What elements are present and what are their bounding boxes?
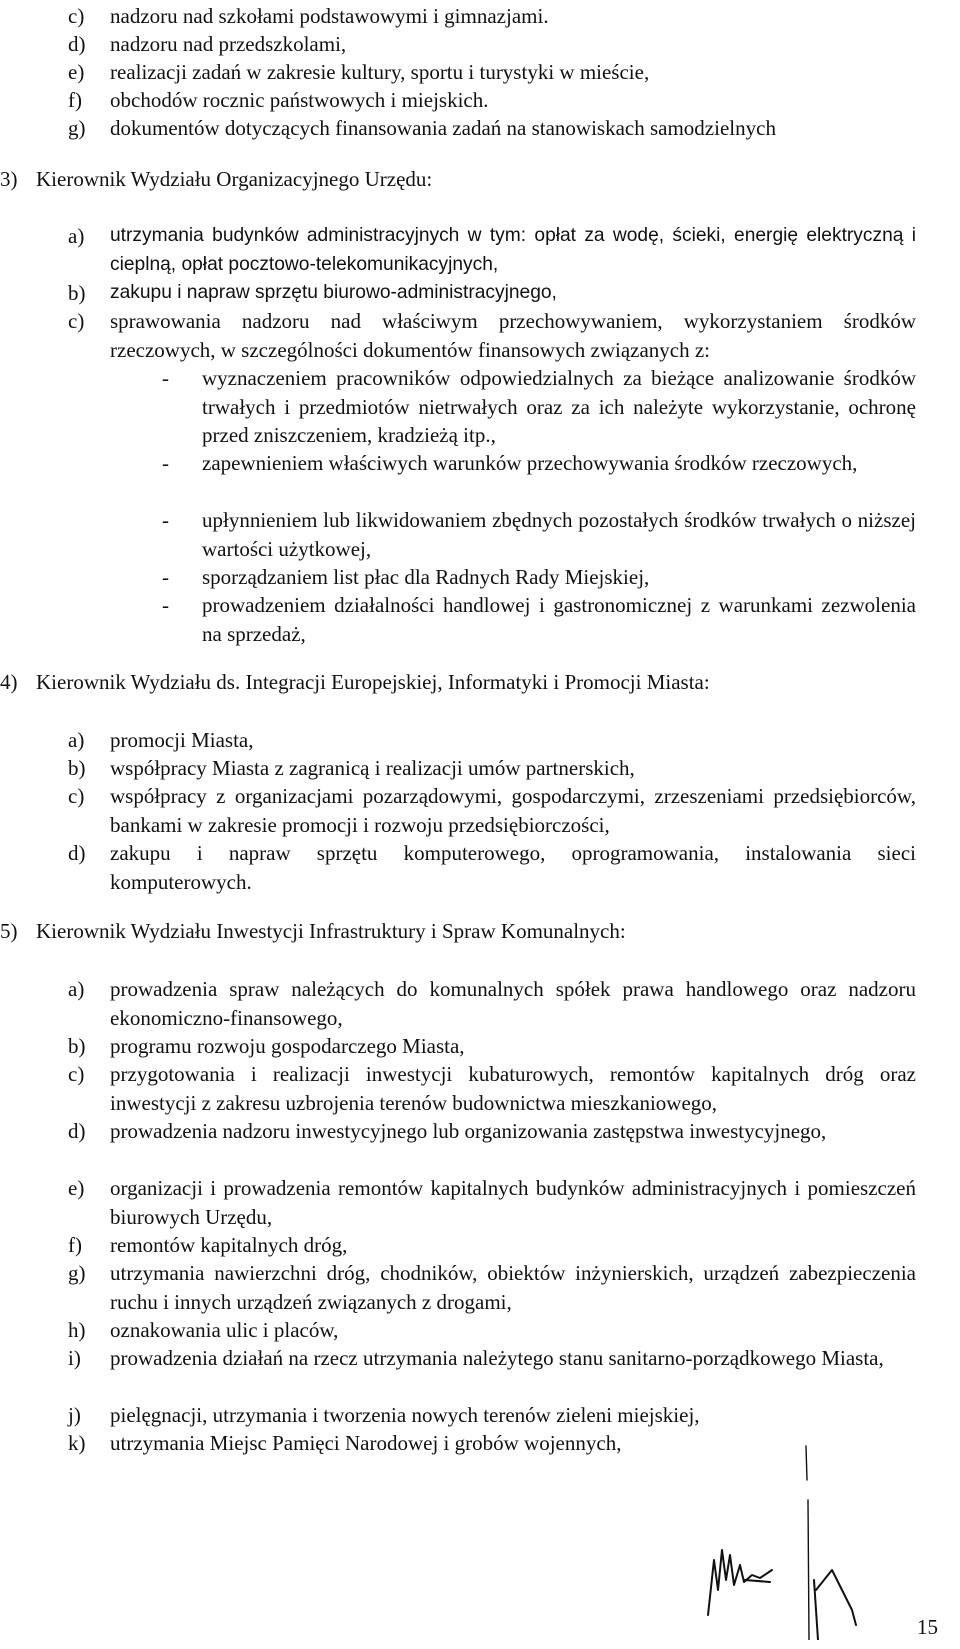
item-text: współpracy Miasta z zagranicą i realizacji umów partnerskich, bbox=[110, 756, 635, 780]
item-text: utrzymania budynków administracyjnych w tym: opłat za wodę, ścieki, energię elektryczną i cieplną, opłat pocztowo-telekomunikacyjnych, bbox=[110, 225, 916, 275]
item-text: pielęgnacji, utrzymania i tworzenia nowych terenów zieleni miejskiej, bbox=[110, 1403, 700, 1427]
item-label: h) bbox=[68, 1318, 86, 1342]
item-text: zapewnieniem właściwych warunków przechowywania środków rzeczowych, bbox=[202, 451, 858, 475]
item-text: upłynnieniem lub likwidowaniem zbędnych pozostałych środków trwałych o niższej wartości użytkowej, bbox=[202, 508, 916, 561]
list-item bbox=[68, 1174, 916, 1231]
list-item bbox=[68, 1231, 916, 1260]
item-label: d) bbox=[68, 1119, 86, 1143]
item-label: c) bbox=[68, 784, 85, 808]
dash-list-item bbox=[162, 364, 916, 450]
item-text: zakupu i napraw sprzętu biurowo-administracyjnego, bbox=[110, 282, 557, 303]
item-text: promocji Miasta, bbox=[110, 728, 254, 752]
item-text: przygotowania i realizacji inwestycji kubaturowych, remontów kapitalnych dróg oraz inwestycji z zakresu uzbrojenia terenów budownictwa mieszkaniowego, bbox=[110, 1062, 916, 1115]
item-text: dokumentów dotyczących finansowania zadań na stanowiskach samodzielnych bbox=[110, 116, 776, 140]
item-label: e) bbox=[68, 60, 85, 84]
list-item bbox=[68, 1117, 916, 1146]
dash-list-item bbox=[162, 591, 916, 648]
item-text: obchodów rocznic państwowych i miejskich. bbox=[110, 88, 489, 112]
item-label: b) bbox=[68, 281, 86, 305]
list-item bbox=[68, 1429, 916, 1458]
dash-list-item bbox=[162, 563, 916, 592]
item-text: prowadzenia działań na rzecz utrzymania należytego stanu sanitarno-porządkowego Miasta, bbox=[110, 1346, 884, 1370]
item-text: współpracy z organizacjami pozarządowymi, gospodarczymi, zrzeszeniami przedsiębiorców, bankami w zakresie promocji i rozwoju przedsiębiorczości, bbox=[110, 784, 916, 837]
item-label: f) bbox=[68, 88, 82, 112]
section-title: Kierownik Wydziału Inwestycji Infrastruktury i Spraw Komunalnych: bbox=[36, 919, 626, 943]
item-label: g) bbox=[68, 116, 86, 140]
item-text: prowadzenia nadzoru inwestycyjnego lub organizowania zastępstwa inwestycyjnego, bbox=[110, 1119, 827, 1143]
item-text: nadzoru nad przedszkolami, bbox=[110, 32, 347, 56]
handwritten-initials-signature bbox=[700, 1520, 780, 1620]
item-text: oznakowania ulic i placów, bbox=[110, 1318, 339, 1342]
handwritten-signature-mark bbox=[800, 1440, 870, 1640]
item-text: zakupu i napraw sprzętu komputerowego, oprogramowania, instalowania sieci komputerowych. bbox=[110, 841, 916, 894]
item-text: wyznaczeniem pracowników odpowiedzialnych za bieżące analizowanie środków trwałych i przedmiotów nietrwałych oraz za ich należyte wykorzystanie, ochronę przed zniszczeniem, kradzieżą itp., bbox=[202, 366, 916, 447]
section-4-heading bbox=[0, 668, 710, 697]
list-item bbox=[68, 279, 916, 308]
list-item bbox=[68, 86, 918, 115]
item-text: nadzoru nad szkołami podstawowymi i gimnazjami. bbox=[110, 4, 549, 28]
item-label: g) bbox=[68, 1261, 86, 1285]
item-label: c) bbox=[68, 4, 85, 28]
dash-marker: - bbox=[162, 366, 169, 390]
list-item bbox=[68, 1316, 916, 1345]
item-text: remontów kapitalnych dróg, bbox=[110, 1233, 348, 1257]
dash-list-item bbox=[162, 449, 916, 478]
list-item bbox=[68, 1344, 916, 1373]
section-title: Kierownik Wydziału ds. Integracji Europejskiej, Informatyki i Promocji Miasta: bbox=[36, 670, 710, 694]
item-text: realizacji zadań w zakresie kultury, sportu i turystyki w mieście, bbox=[110, 60, 650, 84]
dash-marker: - bbox=[162, 593, 169, 617]
item-label: k) bbox=[68, 1431, 86, 1455]
item-label: d) bbox=[68, 32, 86, 56]
item-label: c) bbox=[68, 309, 85, 333]
item-text: organizacji i prowadzenia remontów kapitalnych budynków administracyjnych i pomieszczeń biurowych Urzędu, bbox=[110, 1176, 916, 1229]
item-label: b) bbox=[68, 756, 86, 780]
item-label: a) bbox=[68, 224, 85, 248]
list-item bbox=[68, 307, 916, 364]
item-text: prowadzenia spraw należących do komunalnych spółek prawa handlowego oraz nadzoru ekonomiczno-finansowego, bbox=[110, 977, 916, 1030]
item-label: b) bbox=[68, 1034, 86, 1058]
item-label: f) bbox=[68, 1233, 82, 1257]
dash-marker: - bbox=[162, 508, 169, 532]
list-item bbox=[68, 839, 916, 896]
item-text: sprawowania nadzoru nad właściwym przechowywaniem, wykorzystaniem środków rzeczowych, w szczególności dokumentów finansowych związanych z: bbox=[110, 309, 916, 362]
list-item bbox=[68, 1060, 916, 1117]
item-label: e) bbox=[68, 1176, 85, 1200]
item-text: programu rozwoju gospodarczego Miasta, bbox=[110, 1034, 465, 1058]
list-item bbox=[68, 222, 916, 279]
section-5-heading bbox=[0, 917, 626, 946]
dash-marker: - bbox=[162, 565, 169, 589]
item-label: c) bbox=[68, 1062, 85, 1086]
list-item bbox=[68, 782, 916, 839]
list-item bbox=[68, 754, 916, 783]
page-number: 15 bbox=[917, 1615, 938, 1639]
item-label: a) bbox=[68, 977, 85, 1001]
item-text: utrzymania Miejsc Pamięci Narodowej i grobów wojennych, bbox=[110, 1431, 622, 1455]
item-label: a) bbox=[68, 728, 85, 752]
dash-list-item bbox=[162, 506, 916, 563]
item-label: d) bbox=[68, 841, 86, 865]
section-number: 3) bbox=[0, 167, 18, 191]
section-number: 5) bbox=[0, 919, 18, 943]
list-item bbox=[68, 726, 916, 755]
item-label: j) bbox=[68, 1403, 81, 1427]
section-3-heading bbox=[0, 165, 432, 194]
section-number: 4) bbox=[0, 670, 18, 694]
list-item bbox=[68, 58, 918, 87]
list-item bbox=[68, 975, 916, 1032]
list-item bbox=[68, 1401, 916, 1430]
list-item bbox=[68, 30, 918, 59]
item-text: sporządzaniem list płac dla Radnych Rady Miejskiej, bbox=[202, 565, 650, 589]
list-item bbox=[68, 1259, 916, 1316]
dash-marker: - bbox=[162, 451, 169, 475]
item-text: prowadzeniem działalności handlowej i gastronomicznej z warunkami zezwolenia na sprzedaż, bbox=[202, 593, 916, 646]
item-label: i) bbox=[68, 1346, 81, 1370]
item-text: utrzymania nawierzchni dróg, chodników, obiektów inżynierskich, urządzeń zabezpieczenia ruchu i innych urządzeń związanych z drogami, bbox=[110, 1261, 916, 1314]
list-item bbox=[68, 114, 918, 143]
section-title: Kierownik Wydziału Organizacyjnego Urzędu: bbox=[36, 167, 433, 191]
list-item bbox=[68, 2, 918, 31]
list-item bbox=[68, 1032, 916, 1061]
